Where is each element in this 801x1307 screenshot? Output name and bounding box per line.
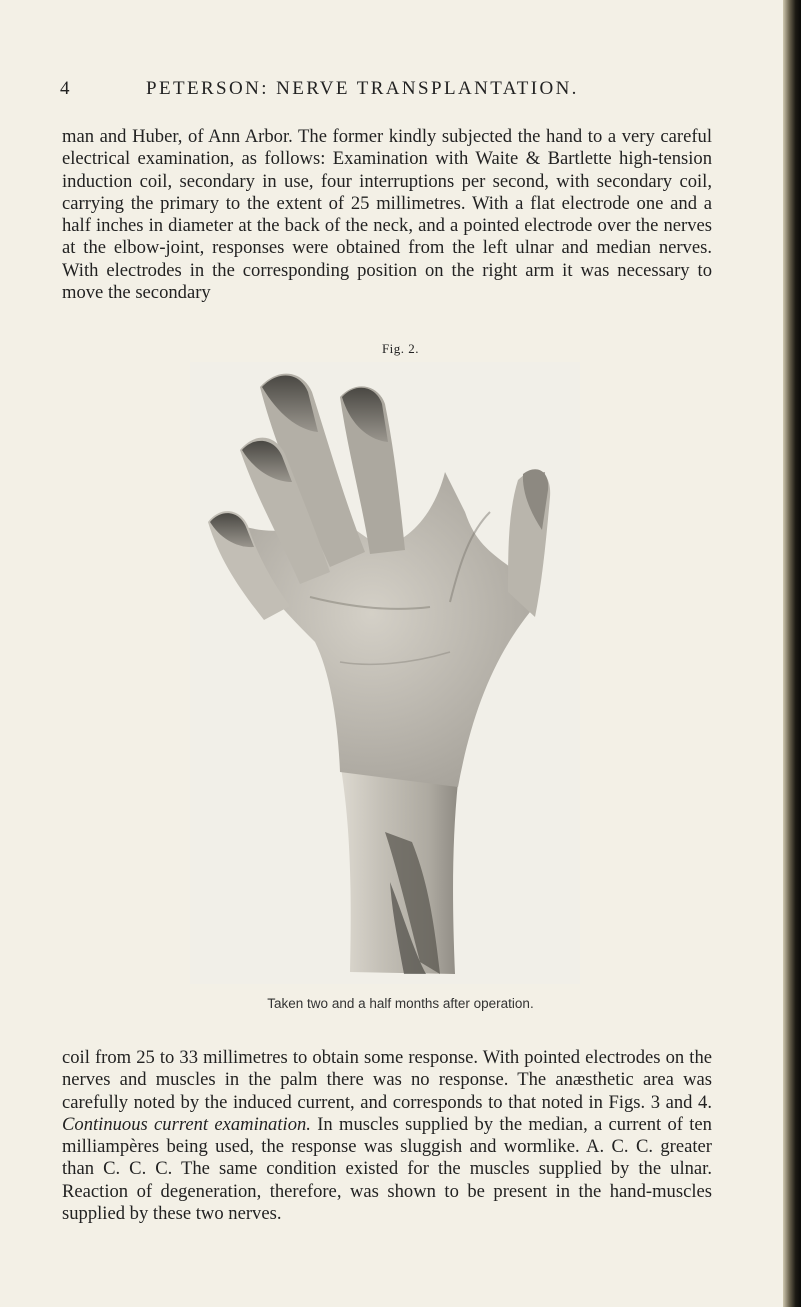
paragraph-1: man and Huber, of Ann Arbor. The former kindly subjected the hand to a very careful electrical examination, as follows: Examination with Waite & Bartlette high-tension induction coil, secondary in use, four interruptions per second, with secondary coil, carrying the primary to the extent of 25 millimetres. With a flat electrode one and a half inches in diameter at the back of the neck, and a pointed electrode over the nerves at the elbow-joint, responses were obtained from the left ulnar and median nerves. With electrodes in the corresponding position on the right arm it was necessary to move the secondary xyxy=(62,126,712,304)
paragraph-2-part-a: coil from 25 to 33 millimetres to obtain some response. With pointed electrodes on the nerves and muscles in the palm there was no response. The anæsthetic area was carefully noted by the induced current, and corresponds to that noted in Figs. 3 and 4. xyxy=(62,1047,712,1113)
figure-label: Fig. 2. xyxy=(381,341,420,356)
book-spine-edge xyxy=(783,0,801,1307)
running-header xyxy=(60,78,750,104)
paragraph-2-italic-heading: Continuous current examination. xyxy=(62,1113,311,1135)
paragraph-2 xyxy=(62,1047,712,1225)
running-title: PETERSON: NERVE TRANSPLANTATION. xyxy=(146,78,579,99)
paragraph-2-part-b: In muscles supplied by the median, a current of ten milliampères being used, the response was sluggish and wormlike. A. C. C. greater than C. C. C. The same condition existed for the muscles supplied by the ulnar. Reaction of degeneration, therefore, was shown to be present in the hand-muscles supplied by these two nerves. xyxy=(62,1113,712,1225)
figure-caption: Taken two and a half months after operation. xyxy=(267,996,534,1011)
hand-photograph xyxy=(190,362,580,984)
page-number: 4 xyxy=(60,78,72,99)
